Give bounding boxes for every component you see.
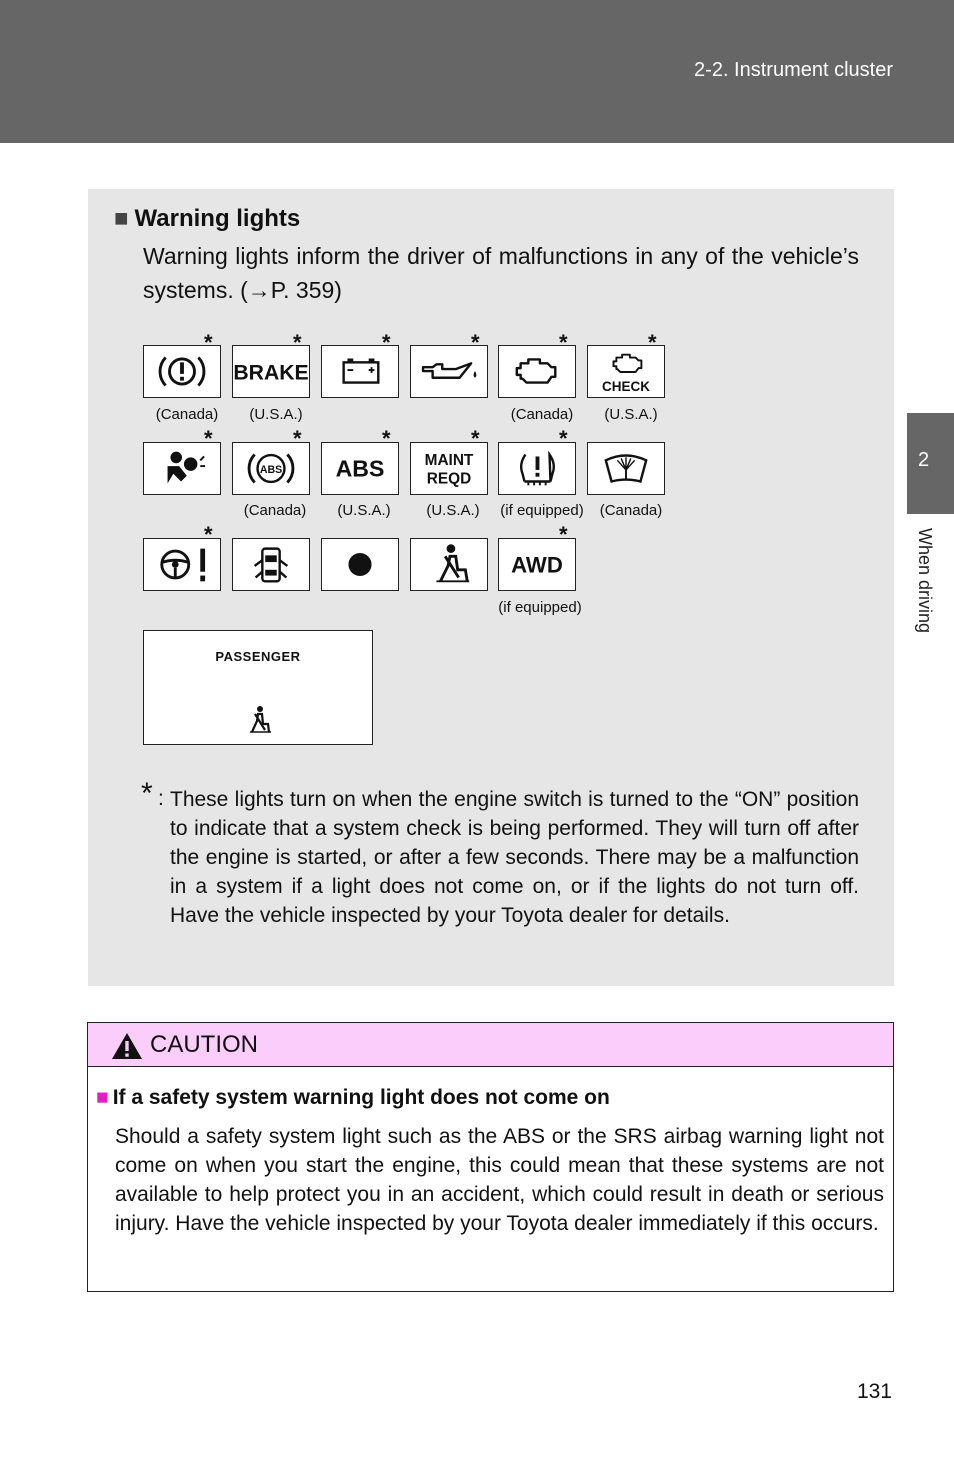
icon-caption: (Canada) [243, 502, 307, 519]
caution-header [88, 1023, 893, 1067]
icon-caption: (U.S.A.) [249, 406, 303, 423]
icon-asterisk: * [559, 522, 568, 547]
passenger-seat-belt-icon [244, 705, 274, 735]
icon-caption: (U.S.A.) [426, 502, 480, 519]
icon-caption: (if equipped) [498, 599, 582, 616]
section-heading-text: Warning lights [134, 205, 301, 232]
caution-body: Should a safety system light such as the ABS or the SRS airbag warning light not come on when you start the engine, this could mean that these systems are not available to help protect you in an accident, which could result in death or serious injury. Have the vehicle inspected by your Toyota dealer immediately if this occurs. [115, 1125, 884, 1235]
footnote-asterisk: * [141, 777, 153, 810]
awd-text: AWD [511, 552, 563, 578]
chapter-tab [907, 413, 954, 514]
abs-circle-text: ABS [259, 463, 283, 476]
seat-belt-icon [410, 538, 488, 591]
section-intro: Warning lights inform the driver of malfunctions in any of the vehicle’s systems. (→P. 359) [143, 243, 859, 303]
icon-caption: (U.S.A.) [337, 502, 391, 519]
svg-text:MAINTREQD [425, 452, 474, 487]
passenger-label: PASSENGER [215, 649, 301, 664]
icon-asterisk: * [382, 426, 391, 451]
reqd-line: REQD [426, 470, 472, 488]
passenger-seat-belt-indicator [143, 630, 373, 745]
warning-lights-panel [88, 189, 894, 986]
icon-asterisk: * [204, 522, 213, 547]
check-text: CHECK [602, 379, 650, 395]
page-header [0, 0, 954, 143]
icon-asterisk: * [293, 330, 302, 355]
maint-line: MAINT [424, 452, 474, 470]
chapter-title: 2-2. Instrument cluster [694, 59, 893, 81]
icon-asterisk: * [471, 426, 480, 451]
brake-text: BRAKE [233, 361, 309, 385]
icon-asterisk: * [204, 426, 213, 451]
section-bullet: ■ [114, 205, 129, 232]
icon-caption: (Canada) [155, 406, 219, 423]
icon-asterisk: * [559, 426, 568, 451]
icon-asterisk: * [559, 330, 568, 355]
footnote-colon: : [158, 787, 164, 810]
chapter-number: 2 [917, 449, 930, 471]
caution-bullet: ■ [96, 1086, 109, 1109]
chapter-tab-label: When driving [915, 528, 935, 634]
caution-title: CAUTION [150, 1031, 258, 1058]
icon-asterisk: * [471, 330, 480, 355]
icon-caption: (U.S.A.) [604, 406, 658, 423]
icon-asterisk: * [204, 330, 213, 355]
low-fuel-icon [321, 538, 399, 591]
icon-caption: (if equipped) [500, 502, 584, 519]
washer-fluid-icon [587, 442, 665, 495]
footnote-text: These lights turn on when the engine switch is turned to the “ON” position to indicate that a system check is being performed. They will turn off after the engine is started, or after a few seconds. There may be a malfunction in a system if a light does not come on, or if the lights do not turn off. Have the vehicle inspected by your Toyota dealer for details. [170, 788, 859, 927]
page-number: 131 [856, 1380, 892, 1403]
section-heading [114, 205, 300, 233]
abs-text: ABS [335, 455, 385, 482]
caution-subheading-text: If a safety system warning light does not come on [112, 1086, 610, 1109]
warning-triangle-icon [110, 1031, 144, 1061]
door-open-icon [232, 538, 310, 591]
icon-asterisk: * [293, 426, 302, 451]
icon-asterisk: * [382, 330, 391, 355]
icon-caption: (Canada) [510, 406, 574, 423]
caution-subheading [96, 1086, 610, 1110]
icon-caption: (Canada) [599, 502, 663, 519]
caution-box [87, 1022, 894, 1292]
icon-asterisk: * [648, 330, 657, 355]
